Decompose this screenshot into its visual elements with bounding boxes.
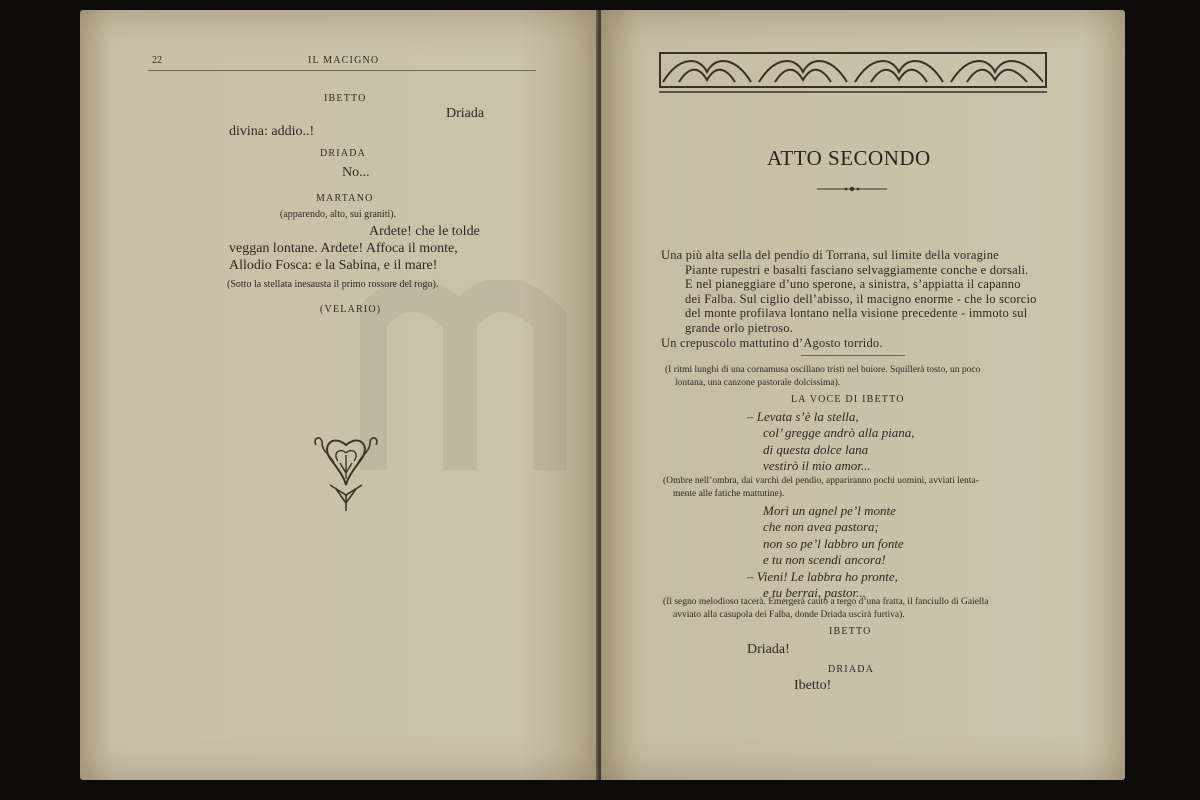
library-watermark-logo xyxy=(360,280,598,480)
art-nouveau-header-ornament xyxy=(659,52,1047,96)
description-line: Una più alta sella del pendio di Torrana, sul limite della voragine xyxy=(661,248,999,262)
act-title: ATTO SECONDO xyxy=(767,146,931,170)
verse-line: Driada xyxy=(446,106,485,121)
speaker-martano: MARTANO xyxy=(316,193,374,204)
speaker-ibetto: IBETTO xyxy=(324,93,367,104)
verse-line: Driada! xyxy=(747,642,790,657)
open-book xyxy=(80,10,1125,785)
curtain-direction: (VELARIO) xyxy=(320,304,382,315)
title-divider-ornament xyxy=(817,185,887,193)
song-line: col’ gregge andrò alla piana, xyxy=(763,425,915,441)
running-title: IL MACIGNO xyxy=(308,55,380,66)
speaker-ibetto: IBETTO xyxy=(829,626,872,637)
direction-line: avviato alla casupola dei Falba, donde Driada uscirà furtiva). xyxy=(673,609,905,620)
right-page xyxy=(601,10,1125,780)
song-line: – Levata s’è la stella, xyxy=(747,409,859,424)
section-rule xyxy=(801,355,905,356)
direction-line: (Ombre nell’ombra, dai varchi del pendio, appariranno pochi uomini, avviati lenta- xyxy=(663,476,979,486)
stage-direction: (Sotto la stellata inesausta il primo rossore del rogo). xyxy=(227,279,439,290)
description-line: grande orlo pietroso. xyxy=(685,320,793,335)
verse-line: Allodio Fosca: e la Sabina, e il mare! xyxy=(229,258,438,273)
ornament-vignette-icon xyxy=(310,433,382,513)
header-rule xyxy=(148,70,536,71)
voice-heading: LA VOCE DI IBETTO xyxy=(791,394,905,405)
stage-direction: (apparendo, alto, sui graniti). xyxy=(280,209,397,220)
song-line: che non avea pastora; xyxy=(763,519,879,535)
song-line: vestirò il mio amor... xyxy=(763,458,871,474)
description-line: del monte profilava lontano nella visione precedente - immoto sul xyxy=(685,306,1028,321)
stage-direction-2 xyxy=(663,475,979,500)
direction-line: (I ritmi lunghi di una cornamusa oscillano tristi nel buiore. Squillerà tosto, un poco xyxy=(665,365,981,375)
stage-direction-3 xyxy=(663,596,988,621)
description-line: E nel pianeggiare d’uno sperone, a sinistra, s’appiatta il capanno xyxy=(685,277,1021,292)
scene-description xyxy=(661,248,1037,350)
description-line: Piante rupestri e basalti fasciano selvaggiamente conche e dorsali. xyxy=(685,262,1029,277)
song-line: – Vieni! Le labbra ho pronte, xyxy=(747,568,898,584)
speaker-driada: DRIADA xyxy=(828,664,875,675)
description-line: dei Falba. Sul ciglio dell’abisso, il macigno enorme - che lo scorcio xyxy=(685,291,1037,306)
verse-line: divina: addio..! xyxy=(229,124,315,139)
verse-line: Ibetto! xyxy=(794,678,832,693)
verse-line: No... xyxy=(342,165,370,180)
speaker-driada: DRIADA xyxy=(320,148,367,159)
verse-line: Ardete! che le tolde xyxy=(369,224,480,239)
description-line: Un crepuscolo mattutino d’Agosto torrido. xyxy=(661,335,883,350)
song-line: non so pe’l labbro un fonte xyxy=(763,535,904,551)
song-stanza-1 xyxy=(747,409,915,475)
stage-direction-1 xyxy=(665,364,980,389)
page-number: 22 xyxy=(152,55,162,66)
direction-line: (Il segno melodioso tacerà. Emergerà cauto a tergo d’una fratta, il fanciullo di Gaiella xyxy=(663,597,989,607)
song-line: e tu non scendi ancora! xyxy=(763,552,886,568)
direction-line: lontana, una canzone pastorale dolcissima). xyxy=(675,377,841,388)
song-line: Morì un agnel pe’l monte xyxy=(763,503,896,518)
direction-line: mente alle fatiche mattutine). xyxy=(673,488,785,499)
song-line: di questa dolce lana xyxy=(763,441,869,457)
left-page xyxy=(80,10,598,780)
song-line: e tu berrai, pastor... xyxy=(763,585,866,601)
verse-line: veggan lontane. Ardete! Affoca il monte, xyxy=(229,241,458,256)
song-stanza-2 xyxy=(747,503,904,601)
